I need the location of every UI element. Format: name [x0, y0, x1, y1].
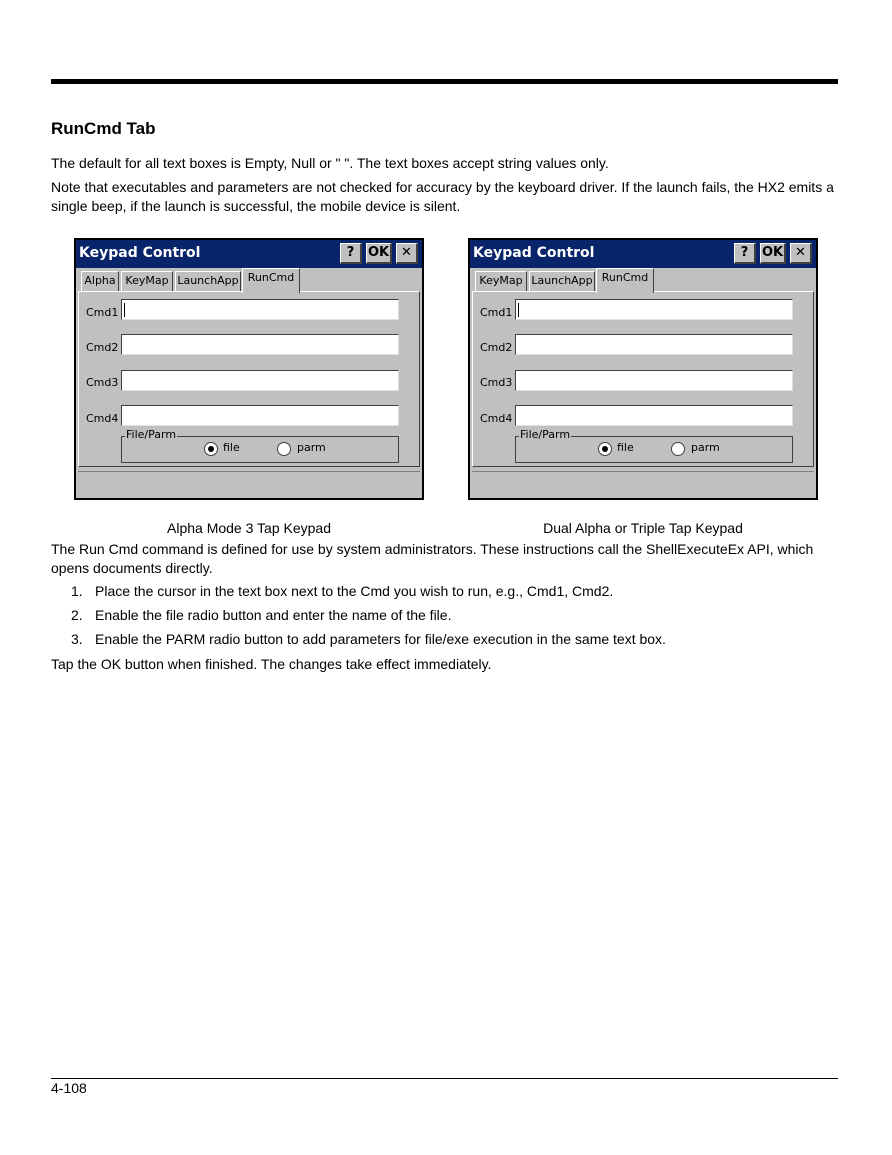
cmd4-label: Cmd4 [86, 412, 119, 425]
cmd2-input[interactable] [121, 334, 399, 355]
keypad-control-dialog-alpha [74, 238, 424, 500]
dialog-status-bar [78, 471, 420, 497]
tab-launchapp[interactable]: LaunchApp [175, 271, 241, 291]
tab-runcmd[interactable]: RunCmd [242, 268, 300, 293]
cmd3-input[interactable] [121, 370, 399, 391]
keypad-control-dialog-dual [468, 238, 818, 500]
runcmd-panel [78, 291, 420, 467]
header-rule [51, 79, 838, 84]
tab-launchapp[interactable]: LaunchApp [529, 271, 595, 291]
cmd2-input[interactable] [515, 334, 793, 355]
dialog-status-bar [472, 471, 814, 497]
parm-radio-label: parm [691, 441, 720, 454]
closing-paragraph: Tap the OK button when finished. The changes take effect immediately. [51, 656, 492, 672]
text-cursor [124, 303, 125, 317]
cmd1-label: Cmd1 [480, 306, 513, 319]
step-number: 2. [71, 607, 83, 623]
dialog-titlebar [76, 240, 422, 268]
file-parm-legend: File/Parm [520, 428, 571, 441]
file-radio-label: file [617, 441, 634, 454]
ok-button[interactable]: OK [366, 243, 392, 264]
file-radio-label: file [223, 441, 240, 454]
cmd4-label: Cmd4 [480, 412, 513, 425]
cmd4-input[interactable] [515, 405, 793, 426]
caption-alpha-mode: Alpha Mode 3 Tap Keypad [167, 520, 331, 536]
step-number: 3. [71, 631, 83, 647]
step-text: Enable the file radio button and enter the name of the file. [95, 607, 452, 623]
intro-paragraph-1: The default for all text boxes is Empty, Null or " ". The text boxes accept string values only. [51, 155, 609, 171]
footer-rule [51, 1078, 838, 1079]
close-button[interactable]: ✕ [396, 243, 418, 264]
text-cursor [518, 303, 519, 317]
parm-radio[interactable] [277, 442, 291, 456]
ok-button[interactable]: OK [760, 243, 786, 264]
steps-list [51, 582, 666, 654]
file-parm-legend: File/Parm [126, 428, 177, 441]
cmd2-label: Cmd2 [480, 341, 513, 354]
cmd1-input[interactable] [515, 299, 793, 320]
file-parm-group [515, 428, 793, 463]
page-number: 4-108 [51, 1080, 87, 1096]
close-button[interactable]: ✕ [790, 243, 812, 264]
caption-dual-alpha: Dual Alpha or Triple Tap Keypad [543, 520, 743, 536]
cmd1-input[interactable] [121, 299, 399, 320]
tab-alpha[interactable]: Alpha [81, 271, 119, 291]
tab-keymap[interactable]: KeyMap [121, 271, 173, 291]
parm-radio[interactable] [671, 442, 685, 456]
help-button[interactable]: ? [340, 243, 362, 264]
cmd1-label: Cmd1 [86, 306, 119, 319]
cmd3-label: Cmd3 [480, 376, 513, 389]
parm-radio-label: parm [297, 441, 326, 454]
step-number: 1. [71, 583, 83, 599]
cmd3-input[interactable] [515, 370, 793, 391]
step-text: Place the cursor in the text box next to the Cmd you wish to run, e.g., Cmd1, Cmd2. [95, 583, 614, 599]
cmd2-label: Cmd2 [86, 341, 119, 354]
list-item [51, 582, 666, 606]
tab-runcmd[interactable]: RunCmd [596, 268, 654, 293]
body-paragraph: The Run Cmd command is defined for use by system administrators. These instructions call the ShellExecuteEx API, which opens documents directly. [51, 541, 814, 576]
file-radio[interactable] [204, 442, 218, 456]
tab-strip [472, 268, 814, 292]
runcmd-panel [472, 291, 814, 467]
step-text: Enable the PARM radio button to add parameters for file/exe execution in the same text box. [95, 631, 666, 647]
file-parm-group [121, 428, 399, 463]
tab-strip [78, 268, 420, 292]
intro-paragraph-2: Note that executables and parameters are not checked for accuracy by the keyboard driver. If the launch fails, the HX2 emits a single beep, if the launch is successful, the mobile device is silent. [51, 179, 834, 214]
list-item [51, 630, 666, 654]
list-item [51, 606, 666, 630]
cmd4-input[interactable] [121, 405, 399, 426]
section-title: RunCmd Tab [51, 119, 156, 138]
dialog-titlebar [470, 240, 816, 268]
cmd3-label: Cmd3 [86, 376, 119, 389]
tab-keymap[interactable]: KeyMap [475, 271, 527, 291]
help-button[interactable]: ? [734, 243, 756, 264]
dialog-title: Keypad Control [79, 245, 201, 261]
dialog-title: Keypad Control [473, 245, 595, 261]
file-radio[interactable] [598, 442, 612, 456]
